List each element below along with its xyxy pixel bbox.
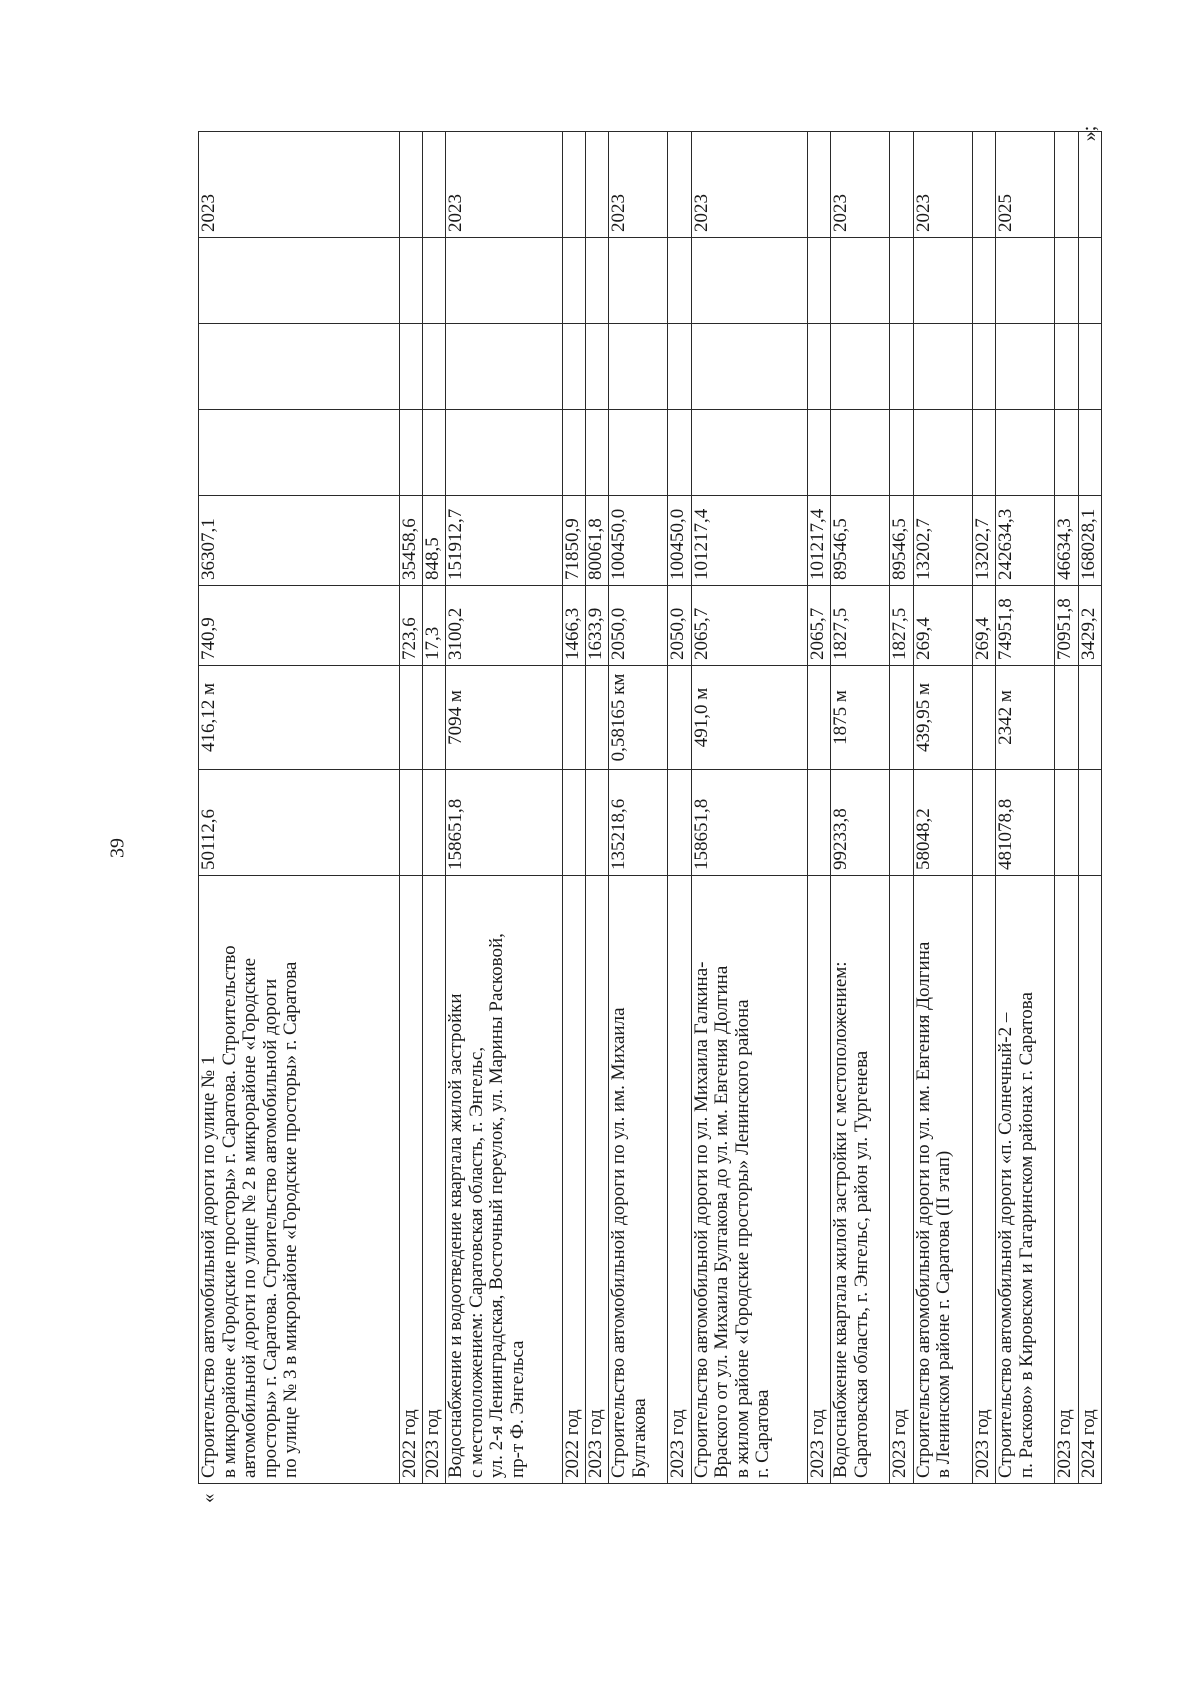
table-row (807, 132, 830, 1484)
value-cell-c2 (562, 666, 585, 770)
value-cell-c5 (1078, 410, 1101, 496)
table-row (668, 132, 691, 1484)
value-cell-c3: 1827,5 (831, 586, 890, 666)
value-cell-c3: 17,3 (423, 586, 446, 666)
value-cell-c3: 723,6 (399, 586, 422, 666)
value-cell-c3: 2065,7 (691, 586, 807, 666)
value-cell-c2: 0,58165 км (609, 666, 668, 770)
value-cell-c1 (668, 770, 691, 876)
object-name-cell: 2022 год (562, 876, 585, 1484)
value-cell-c4: 13202,7 (972, 496, 995, 586)
value-cell-c3: 269,4 (972, 586, 995, 666)
value-cell-c5 (446, 410, 562, 496)
value-cell-c1: 50112,6 (199, 770, 400, 876)
value-cell-c2 (668, 666, 691, 770)
value-cell-c7 (199, 238, 400, 324)
value-cell-c5 (423, 410, 446, 496)
value-cell-c6 (399, 324, 422, 410)
value-cell-c8 (585, 132, 608, 238)
value-cell-c4: 35458,6 (399, 496, 422, 586)
value-cell-c7 (913, 238, 972, 324)
value-cell-c3: 3100,2 (446, 586, 562, 666)
value-cell-c6 (1078, 324, 1101, 410)
value-cell-c5 (399, 410, 422, 496)
value-cell-c7 (399, 238, 422, 324)
value-cell-c5 (831, 410, 890, 496)
value-cell-c2 (807, 666, 830, 770)
value-cell-c2 (890, 666, 913, 770)
value-cell-c2 (423, 666, 446, 770)
rotated-table-container (198, 132, 1102, 1503)
value-cell-c8: 2023 (609, 132, 668, 238)
value-cell-c2 (972, 666, 995, 770)
value-cell-c7 (585, 238, 608, 324)
value-cell-c1 (423, 770, 446, 876)
value-cell-c8 (1055, 132, 1078, 238)
object-name-cell: 2023 год (585, 876, 608, 1484)
value-cell-c6 (562, 324, 585, 410)
value-cell-c7 (562, 238, 585, 324)
value-cell-c3: 1633,9 (585, 586, 608, 666)
value-cell-c5 (996, 410, 1055, 496)
value-cell-c8: 2023 (831, 132, 890, 238)
value-cell-c6 (668, 324, 691, 410)
value-cell-c4: 100450,0 (668, 496, 691, 586)
value-cell-c4: 71850,9 (562, 496, 585, 586)
table-row (972, 132, 995, 1484)
value-cell-c4: 89546,5 (890, 496, 913, 586)
value-cell-c7 (831, 238, 890, 324)
value-cell-c8: 2023 (691, 132, 807, 238)
value-cell-c2 (399, 666, 422, 770)
table-row (1078, 132, 1101, 1484)
value-cell-c2: 2342 м (996, 666, 1055, 770)
value-cell-c4: 151912,7 (446, 496, 562, 586)
value-cell-c1: 158651,8 (446, 770, 562, 876)
value-cell-c6 (423, 324, 446, 410)
value-cell-c8 (1078, 132, 1101, 238)
value-cell-c3: 70951,8 (1055, 586, 1078, 666)
value-cell-c6 (913, 324, 972, 410)
value-cell-c7 (890, 238, 913, 324)
objects-table (198, 131, 1102, 1503)
value-cell-c5 (585, 410, 608, 496)
object-name-cell: Строительство автомобильной дороги «п. Солнечный-2 – п. Расково» в Кировском и Гагаринском районах г. Саратова (996, 876, 1055, 1484)
value-cell-c1 (1055, 770, 1078, 876)
value-cell-c7 (807, 238, 830, 324)
object-name-cell: 2024 год (1078, 876, 1101, 1484)
value-cell-c6 (1055, 324, 1078, 410)
object-name-cell: 2023 год (1055, 876, 1078, 1484)
value-cell-c1: 481078,8 (996, 770, 1055, 876)
value-cell-c5 (562, 410, 585, 496)
value-cell-c2: 1875 м (831, 666, 890, 770)
table-row (1055, 132, 1078, 1484)
table-row (399, 132, 422, 1484)
value-cell-c7 (1078, 238, 1101, 324)
table-row (199, 132, 400, 1484)
value-cell-c1 (1078, 770, 1101, 876)
value-cell-c7 (423, 238, 446, 324)
value-cell-c6 (890, 324, 913, 410)
table-row (585, 132, 608, 1484)
value-cell-c3: 2065,7 (807, 586, 830, 666)
value-cell-c3: 2050,0 (609, 586, 668, 666)
value-cell-c1 (807, 770, 830, 876)
object-name-cell: Строительство автомобильной дороги по ул. Михаила Галкина- Враского от ул. Михаила Булгакова до ул. им. Евгения Долгина в жилом районе «Городские просторы» Ленинского района г. Саратова (691, 876, 807, 1484)
closing-quote-mark: »; (1078, 125, 1101, 142)
object-name-cell: 2023 год (890, 876, 913, 1484)
value-cell-c6 (807, 324, 830, 410)
value-cell-c4: 100450,0 (609, 496, 668, 586)
value-cell-c1: 58048,2 (913, 770, 972, 876)
value-cell-c7 (691, 238, 807, 324)
object-name-cell: Водоснабжение квартала жилой застройки с местоположением: Саратовская область, г. Энгельс, район ул. Тургенева (831, 876, 890, 1484)
value-cell-c8: 2023 (199, 132, 400, 238)
value-cell-c7 (1055, 238, 1078, 324)
value-cell-c2: 491,0 м (691, 666, 807, 770)
value-cell-c4: 101217,4 (807, 496, 830, 586)
value-cell-c4: 89546,5 (831, 496, 890, 586)
value-cell-c8 (562, 132, 585, 238)
value-cell-c3: 3429,2 (1078, 586, 1101, 666)
object-name-cell: 2023 год (668, 876, 691, 1484)
value-cell-c6 (199, 324, 400, 410)
value-cell-c5 (807, 410, 830, 496)
value-cell-c5 (913, 410, 972, 496)
value-cell-c6 (585, 324, 608, 410)
value-cell-c8 (807, 132, 830, 238)
value-cell-c6 (691, 324, 807, 410)
value-cell-c6 (996, 324, 1055, 410)
value-cell-c3: 1827,5 (890, 586, 913, 666)
value-cell-c6 (831, 324, 890, 410)
object-name-cell: 2022 год (399, 876, 422, 1484)
value-cell-c8: 2023 (446, 132, 562, 238)
value-cell-c2: 416,12 м (199, 666, 400, 770)
value-cell-c7 (609, 238, 668, 324)
value-cell-c4: 848,5 (423, 496, 446, 586)
table-row (562, 132, 585, 1484)
value-cell-c1 (399, 770, 422, 876)
value-cell-c5 (691, 410, 807, 496)
table-row (890, 132, 913, 1484)
table-row (996, 132, 1055, 1484)
object-name-cell: 2023 год (807, 876, 830, 1484)
value-cell-c1 (585, 770, 608, 876)
table-row (831, 132, 890, 1484)
value-cell-c8 (668, 132, 691, 238)
value-cell-c8 (399, 132, 422, 238)
value-cell-c4: 36307,1 (199, 496, 400, 586)
table-row (913, 132, 972, 1484)
table-row (609, 132, 668, 1484)
object-name-cell: Строительство автомобильной дороги по улице № 1 в микрорайоне «Городские просторы» г. Саратова. Строительство автомобильной дороги по улице № 2 в микрорайоне «Городские просторы» г. Саратова. Строительство автомобильной дороги по улице № 3 в микрорайоне «Городские просторы» г. Саратова « (199, 876, 400, 1484)
value-cell-c5 (668, 410, 691, 496)
value-cell-c1 (972, 770, 995, 876)
value-cell-c8: 2023 (913, 132, 972, 238)
opening-quote-mark: « (198, 1493, 219, 1503)
value-cell-c4: 13202,7 (913, 496, 972, 586)
value-cell-c7 (446, 238, 562, 324)
value-cell-c8: 2025 (996, 132, 1055, 238)
value-cell-c3: 740,9 (199, 586, 400, 666)
value-cell-c5 (1055, 410, 1078, 496)
object-name-cell: 2023 год (423, 876, 446, 1484)
value-cell-c8 (890, 132, 913, 238)
value-cell-c2 (1078, 666, 1101, 770)
value-cell-c6 (609, 324, 668, 410)
value-cell-c7 (668, 238, 691, 324)
table-body (198, 132, 1102, 1503)
object-name-cell: 2023 год (972, 876, 995, 1484)
object-name-cell: Строительство автомобильной дороги по ул. им. Михаила Булгакова (609, 876, 668, 1484)
value-cell-c5 (609, 410, 668, 496)
table-row (446, 132, 562, 1484)
value-cell-c4: 168028,1 (1078, 496, 1101, 586)
value-cell-c2: 439,95 м (913, 666, 972, 770)
table-row (423, 132, 446, 1484)
value-cell-c3: 269,4 (913, 586, 972, 666)
value-cell-c5 (890, 410, 913, 496)
value-cell-c1 (562, 770, 585, 876)
value-cell-c3: 2050,0 (668, 586, 691, 666)
value-cell-c5 (972, 410, 995, 496)
table-row (691, 132, 807, 1484)
value-cell-c3: 74951,8 (996, 586, 1055, 666)
value-cell-c2: 7094 м (446, 666, 562, 770)
value-cell-c1 (890, 770, 913, 876)
value-cell-c6 (972, 324, 995, 410)
value-cell-c4: 80061,8 (585, 496, 608, 586)
value-cell-c7 (972, 238, 995, 324)
value-cell-c8 (972, 132, 995, 238)
object-name-cell: Строительство автомобильной дороги по ул. им. Евгения Долгина в Ленинском районе г. Саратова (II этап) (913, 876, 972, 1484)
object-name-cell: Водоснабжение и водоотведение квартала жилой застройки с местоположением: Саратовская область, г. Энгельс, ул. 2-я Ленинградская, Восточный переулок, ул. Марины Расковой, пр-т Ф. Энгельса (446, 876, 562, 1484)
value-cell-c1: 99233,8 (831, 770, 890, 876)
value-cell-c3: 1466,3 (562, 586, 585, 666)
value-cell-c8 (423, 132, 446, 238)
value-cell-c7 (996, 238, 1055, 324)
value-cell-c6 (446, 324, 562, 410)
page-number: 39 (106, 838, 129, 858)
value-cell-c2 (1055, 666, 1078, 770)
value-cell-c1: 158651,8 (691, 770, 807, 876)
value-cell-c5 (199, 410, 400, 496)
value-cell-c4: 101217,4 (691, 496, 807, 586)
value-cell-c4: 46634,3 (1055, 496, 1078, 586)
value-cell-c4: 242634,3 (996, 496, 1055, 586)
value-cell-c2 (585, 666, 608, 770)
value-cell-c1: 135218,6 (609, 770, 668, 876)
